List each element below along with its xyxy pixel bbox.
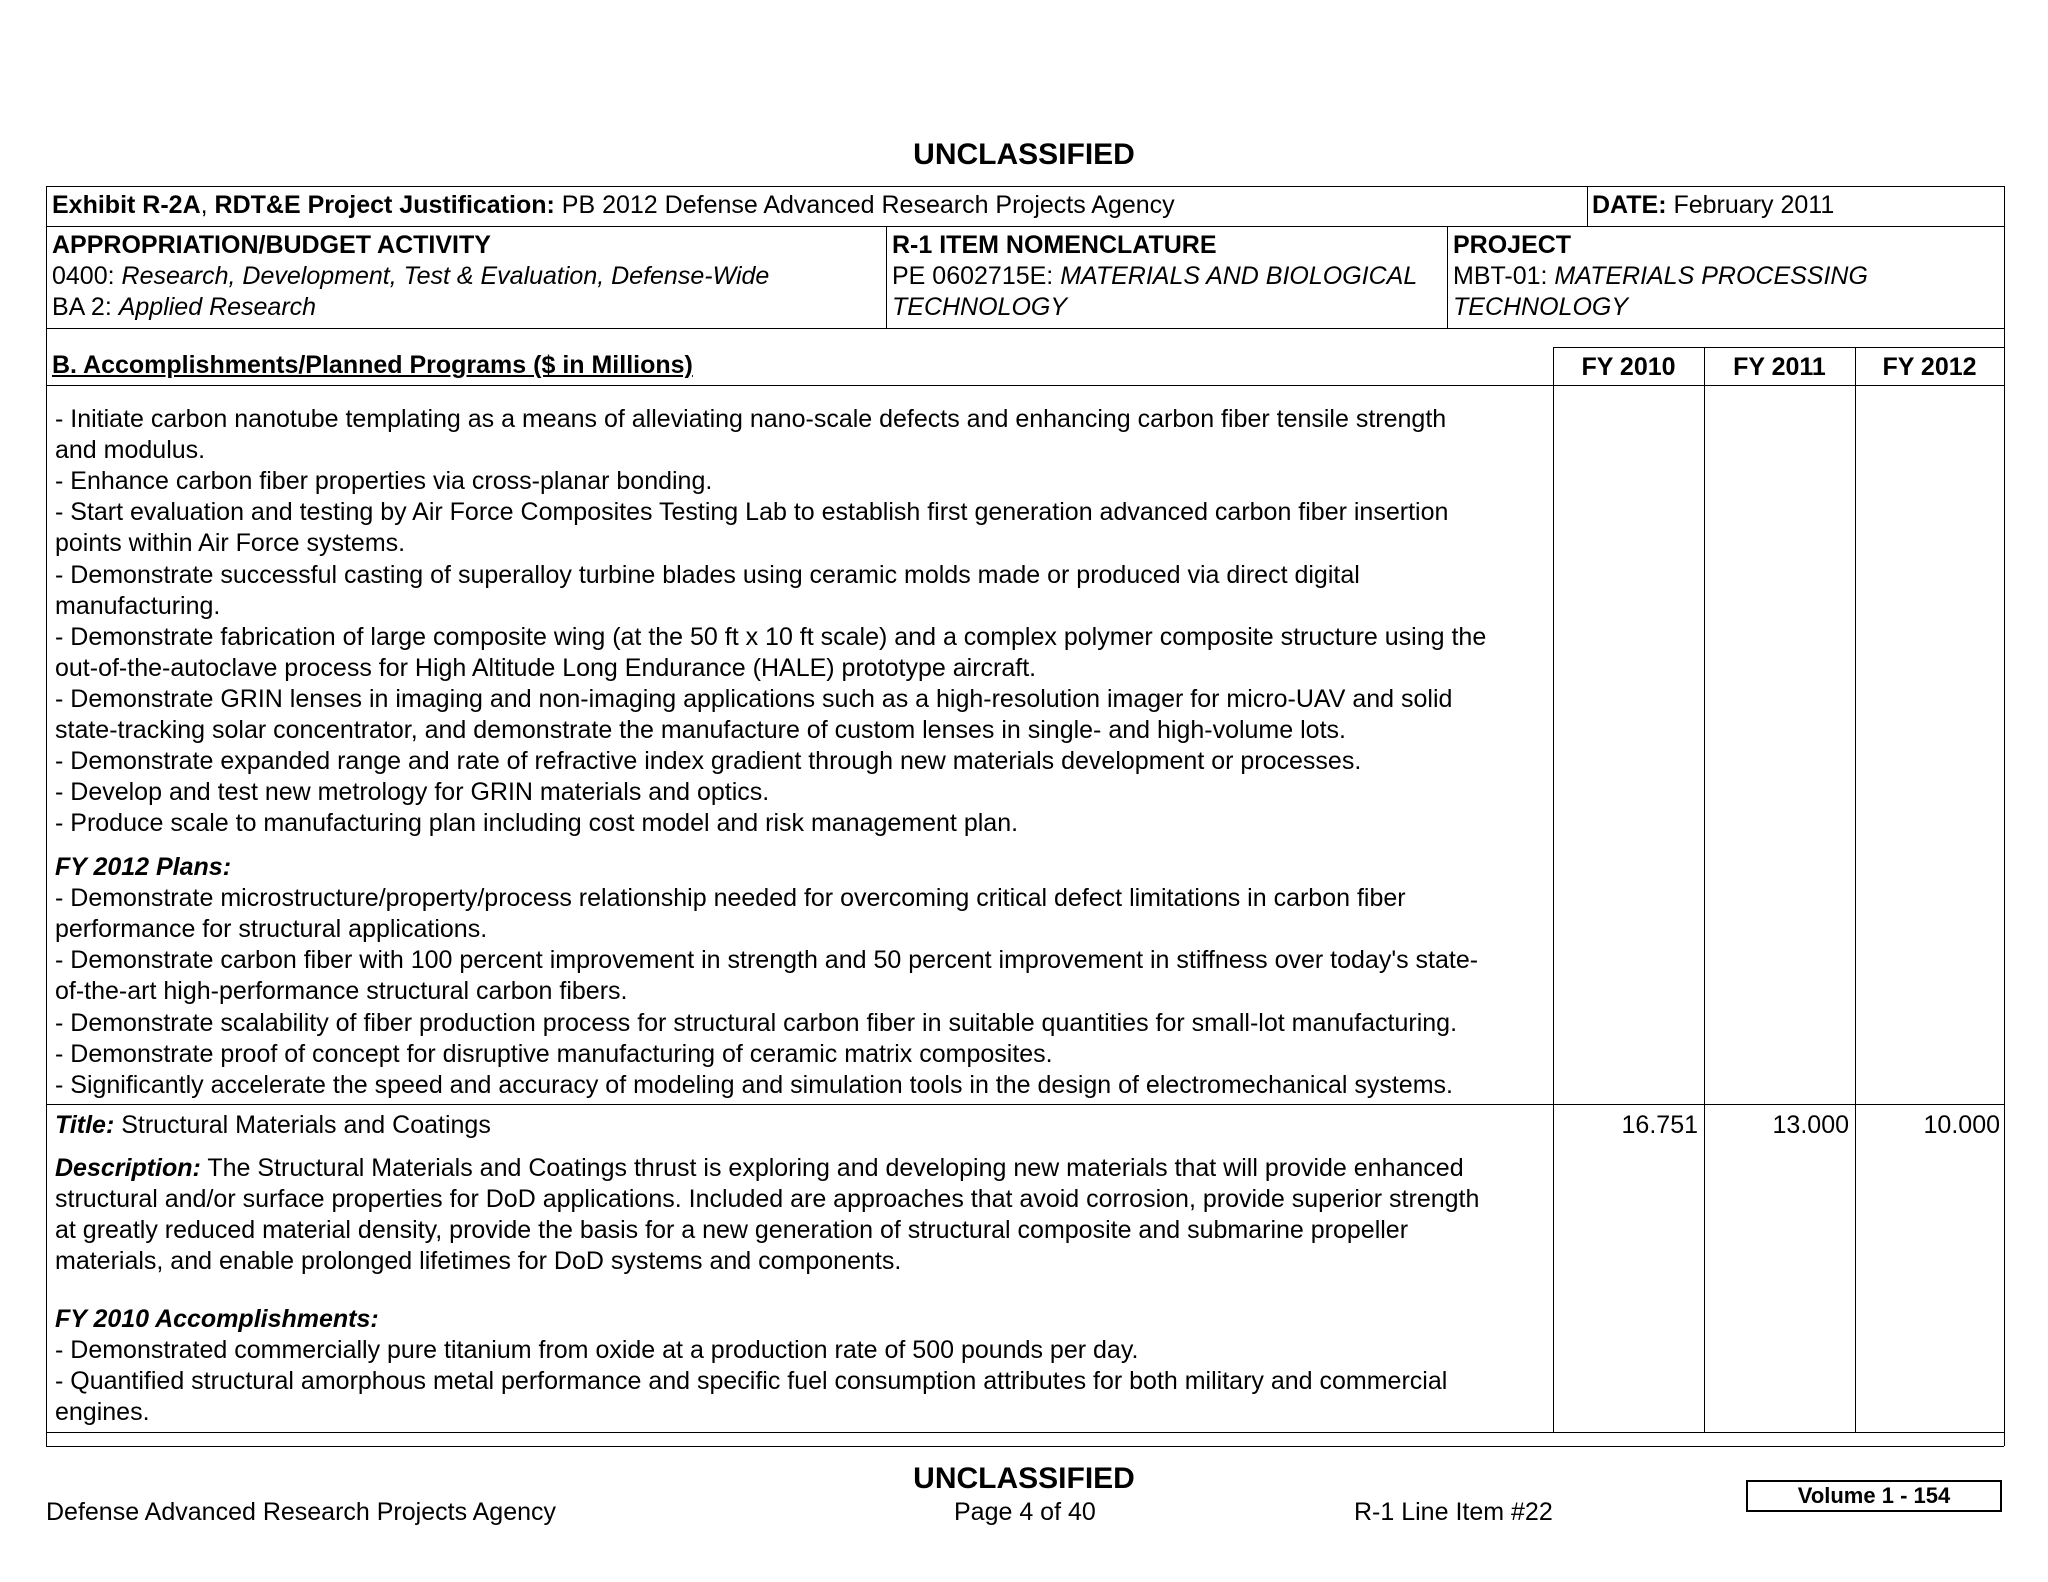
list-item: engines. <box>55 1398 150 1426</box>
list-item: - Demonstrate proof of concept for disruptive manufacturing of ceramic matrix composites. <box>55 1040 1053 1068</box>
exhibit-header <box>52 190 1175 221</box>
table-rule <box>1553 347 2004 348</box>
r1-item-line1 <box>892 261 1417 292</box>
table-rule <box>1447 226 1448 328</box>
description-label: Description: <box>55 1154 201 1182</box>
date-label: DATE: <box>1592 191 1667 219</box>
footer-line-item: R-1 Line Item #22 <box>1354 1498 1553 1526</box>
date-field <box>1592 190 1834 221</box>
appropriation-text: Research, Development, Test & Evaluation, Defense-Wide <box>121 262 770 290</box>
table-rule <box>46 1104 2004 1105</box>
footer-agency: Defense Advanced Research Projects Agency <box>46 1498 557 1526</box>
list-item: - Demonstrated commercially pure titanium from oxide at a production rate of 500 pounds per day. <box>55 1336 1139 1364</box>
date-value: February 2011 <box>1666 191 1835 219</box>
project-label: PROJECT <box>1453 231 1572 259</box>
appropriation-line1 <box>52 261 769 292</box>
project-code: MBT-01: <box>1453 262 1555 290</box>
list-item: - Quantified structural amorphous metal performance and specific fuel consumption attributes for both military and commercial <box>55 1367 1448 1395</box>
budget-activity-text: Applied Research <box>118 293 317 321</box>
list-item: state-tracking solar concentrator, and demonstrate the manufacture of custom lenses in single- and high-volume lots. <box>55 716 1346 744</box>
budget-activity-line <box>52 292 316 323</box>
project-line1 <box>1453 261 1868 292</box>
exhibit-separator: , <box>200 191 215 219</box>
budget-activity-code: BA 2: <box>52 293 119 321</box>
table-rule <box>1704 347 1705 1432</box>
table-rule <box>46 1432 2004 1433</box>
table-border-top <box>46 186 2004 187</box>
classification-banner-top: UNCLASSIFIED <box>913 138 1135 171</box>
program-title <box>55 1110 491 1141</box>
list-item: performance for structural applications. <box>55 915 488 943</box>
exhibit-label: Exhibit R-2A <box>52 191 201 219</box>
list-item: - Demonstrate expanded range and rate of refractive index gradient through new materials development or processes. <box>55 747 1362 775</box>
fy2012-plans-heading: FY 2012 Plans: <box>55 853 232 881</box>
list-item: points within Air Force systems. <box>55 529 406 557</box>
list-item: - Demonstrate successful casting of superalloy turbine blades using ceramic molds made or produced via direct digital <box>55 561 1360 589</box>
justification-label: RDT&E Project Justification: <box>214 191 555 219</box>
table-rule <box>1855 347 1856 1432</box>
value-fy2010: 16.751 <box>1621 1111 1698 1139</box>
list-item: of-the-art high-performance structural carbon fibers. <box>55 977 628 1005</box>
footer-page-number: Page 4 of 40 <box>954 1498 1096 1526</box>
project-line2: TECHNOLOGY <box>1453 293 1629 321</box>
table-border-right <box>2004 186 2005 1446</box>
list-item: - Significantly accelerate the speed and accuracy of modeling and simulation tools in the design of electromechanical systems. <box>55 1071 1453 1099</box>
description-line: structural and/or surface properties for DoD applications. Included are approaches that avoid corrosion, provide superior strength <box>55 1185 1480 1213</box>
r1-item-line2: TECHNOLOGY <box>892 293 1068 321</box>
appropriation-code: 0400: <box>52 262 122 290</box>
title-label: Title: <box>55 1111 115 1139</box>
title-value: Structural Materials and Coatings <box>114 1111 491 1139</box>
description-line <box>55 1153 1464 1184</box>
column-header-fy2012: FY 2012 <box>1882 353 1977 381</box>
list-item: and modulus. <box>55 436 206 464</box>
column-header-fy2011: FY 2011 <box>1733 353 1826 381</box>
value-fy2012: 10.000 <box>1923 1111 2000 1139</box>
justification-value: PB 2012 Defense Advanced Research Projects Agency <box>554 191 1175 219</box>
table-rule <box>46 385 2004 386</box>
table-rule <box>46 328 2004 329</box>
list-item: out-of-the-autoclave process for High Altitude Long Endurance (HALE) prototype aircraft. <box>55 654 1037 682</box>
table-border-left <box>46 186 47 1446</box>
r1-item-label: R-1 ITEM NOMENCLATURE <box>892 231 1217 259</box>
list-item: - Demonstrate GRIN lenses in imaging and non-imaging applications such as a high-resolution imager for micro-UAV and solid <box>55 685 1453 713</box>
r1-item-text: MATERIALS AND BIOLOGICAL <box>1060 262 1418 290</box>
list-item: - Demonstrate fabrication of large composite wing (at the 50 ft x 10 ft scale) and a complex polymer composite structure using the <box>55 623 1487 651</box>
table-rule <box>1553 347 1554 1432</box>
table-border-bottom <box>46 1446 2004 1447</box>
classification-banner-bottom: UNCLASSIFIED <box>913 1462 1135 1495</box>
footer-volume-box: Volume 1 - 154 <box>1746 1480 2002 1512</box>
r1-item-code: PE 0602715E: <box>892 262 1061 290</box>
list-item: - Demonstrate carbon fiber with 100 percent improvement in strength and 50 percent improvement in stiffness over today's state- <box>55 946 1479 974</box>
appropriation-label: APPROPRIATION/BUDGET ACTIVITY <box>52 231 491 259</box>
fy2010-accomplishments-heading: FY 2010 Accomplishments: <box>55 1305 379 1333</box>
description-line: at greatly reduced material density, provide the basis for a new generation of structural composite and submarine propeller <box>55 1216 1409 1244</box>
section-title: B. Accomplishments/Planned Programs ($ in Millions) <box>52 351 693 379</box>
column-header-fy2010: FY 2010 <box>1581 353 1676 381</box>
list-item: - Demonstrate microstructure/property/process relationship needed for overcoming critical defect limitations in carbon fiber <box>55 884 1406 912</box>
table-rule <box>46 226 2004 227</box>
list-item: - Produce scale to manufacturing plan including cost model and risk management plan. <box>55 809 1019 837</box>
project-text: MATERIALS PROCESSING <box>1554 262 1868 290</box>
table-rule <box>1587 186 1588 226</box>
list-item: - Start evaluation and testing by Air Force Composites Testing Lab to establish first generation advanced carbon fiber insertion <box>55 498 1449 526</box>
description-text: The Structural Materials and Coatings thrust is exploring and developing new materials that will provide enhanced <box>200 1154 1464 1182</box>
table-rule <box>886 226 887 328</box>
list-item: - Demonstrate scalability of fiber production process for structural carbon fiber in suitable quantities for small-lot manufacturing. <box>55 1009 1458 1037</box>
list-item: - Initiate carbon nanotube templating as a means of alleviating nano-scale defects and enhancing carbon fiber tensile strength <box>55 405 1447 433</box>
description-line: materials, and enable prolonged lifetimes for DoD systems and components. <box>55 1247 902 1275</box>
list-item: manufacturing. <box>55 592 221 620</box>
list-item: - Enhance carbon fiber properties via cross-planar bonding. <box>55 467 713 495</box>
value-fy2011: 13.000 <box>1772 1111 1849 1139</box>
list-item: - Develop and test new metrology for GRIN materials and optics. <box>55 778 770 806</box>
